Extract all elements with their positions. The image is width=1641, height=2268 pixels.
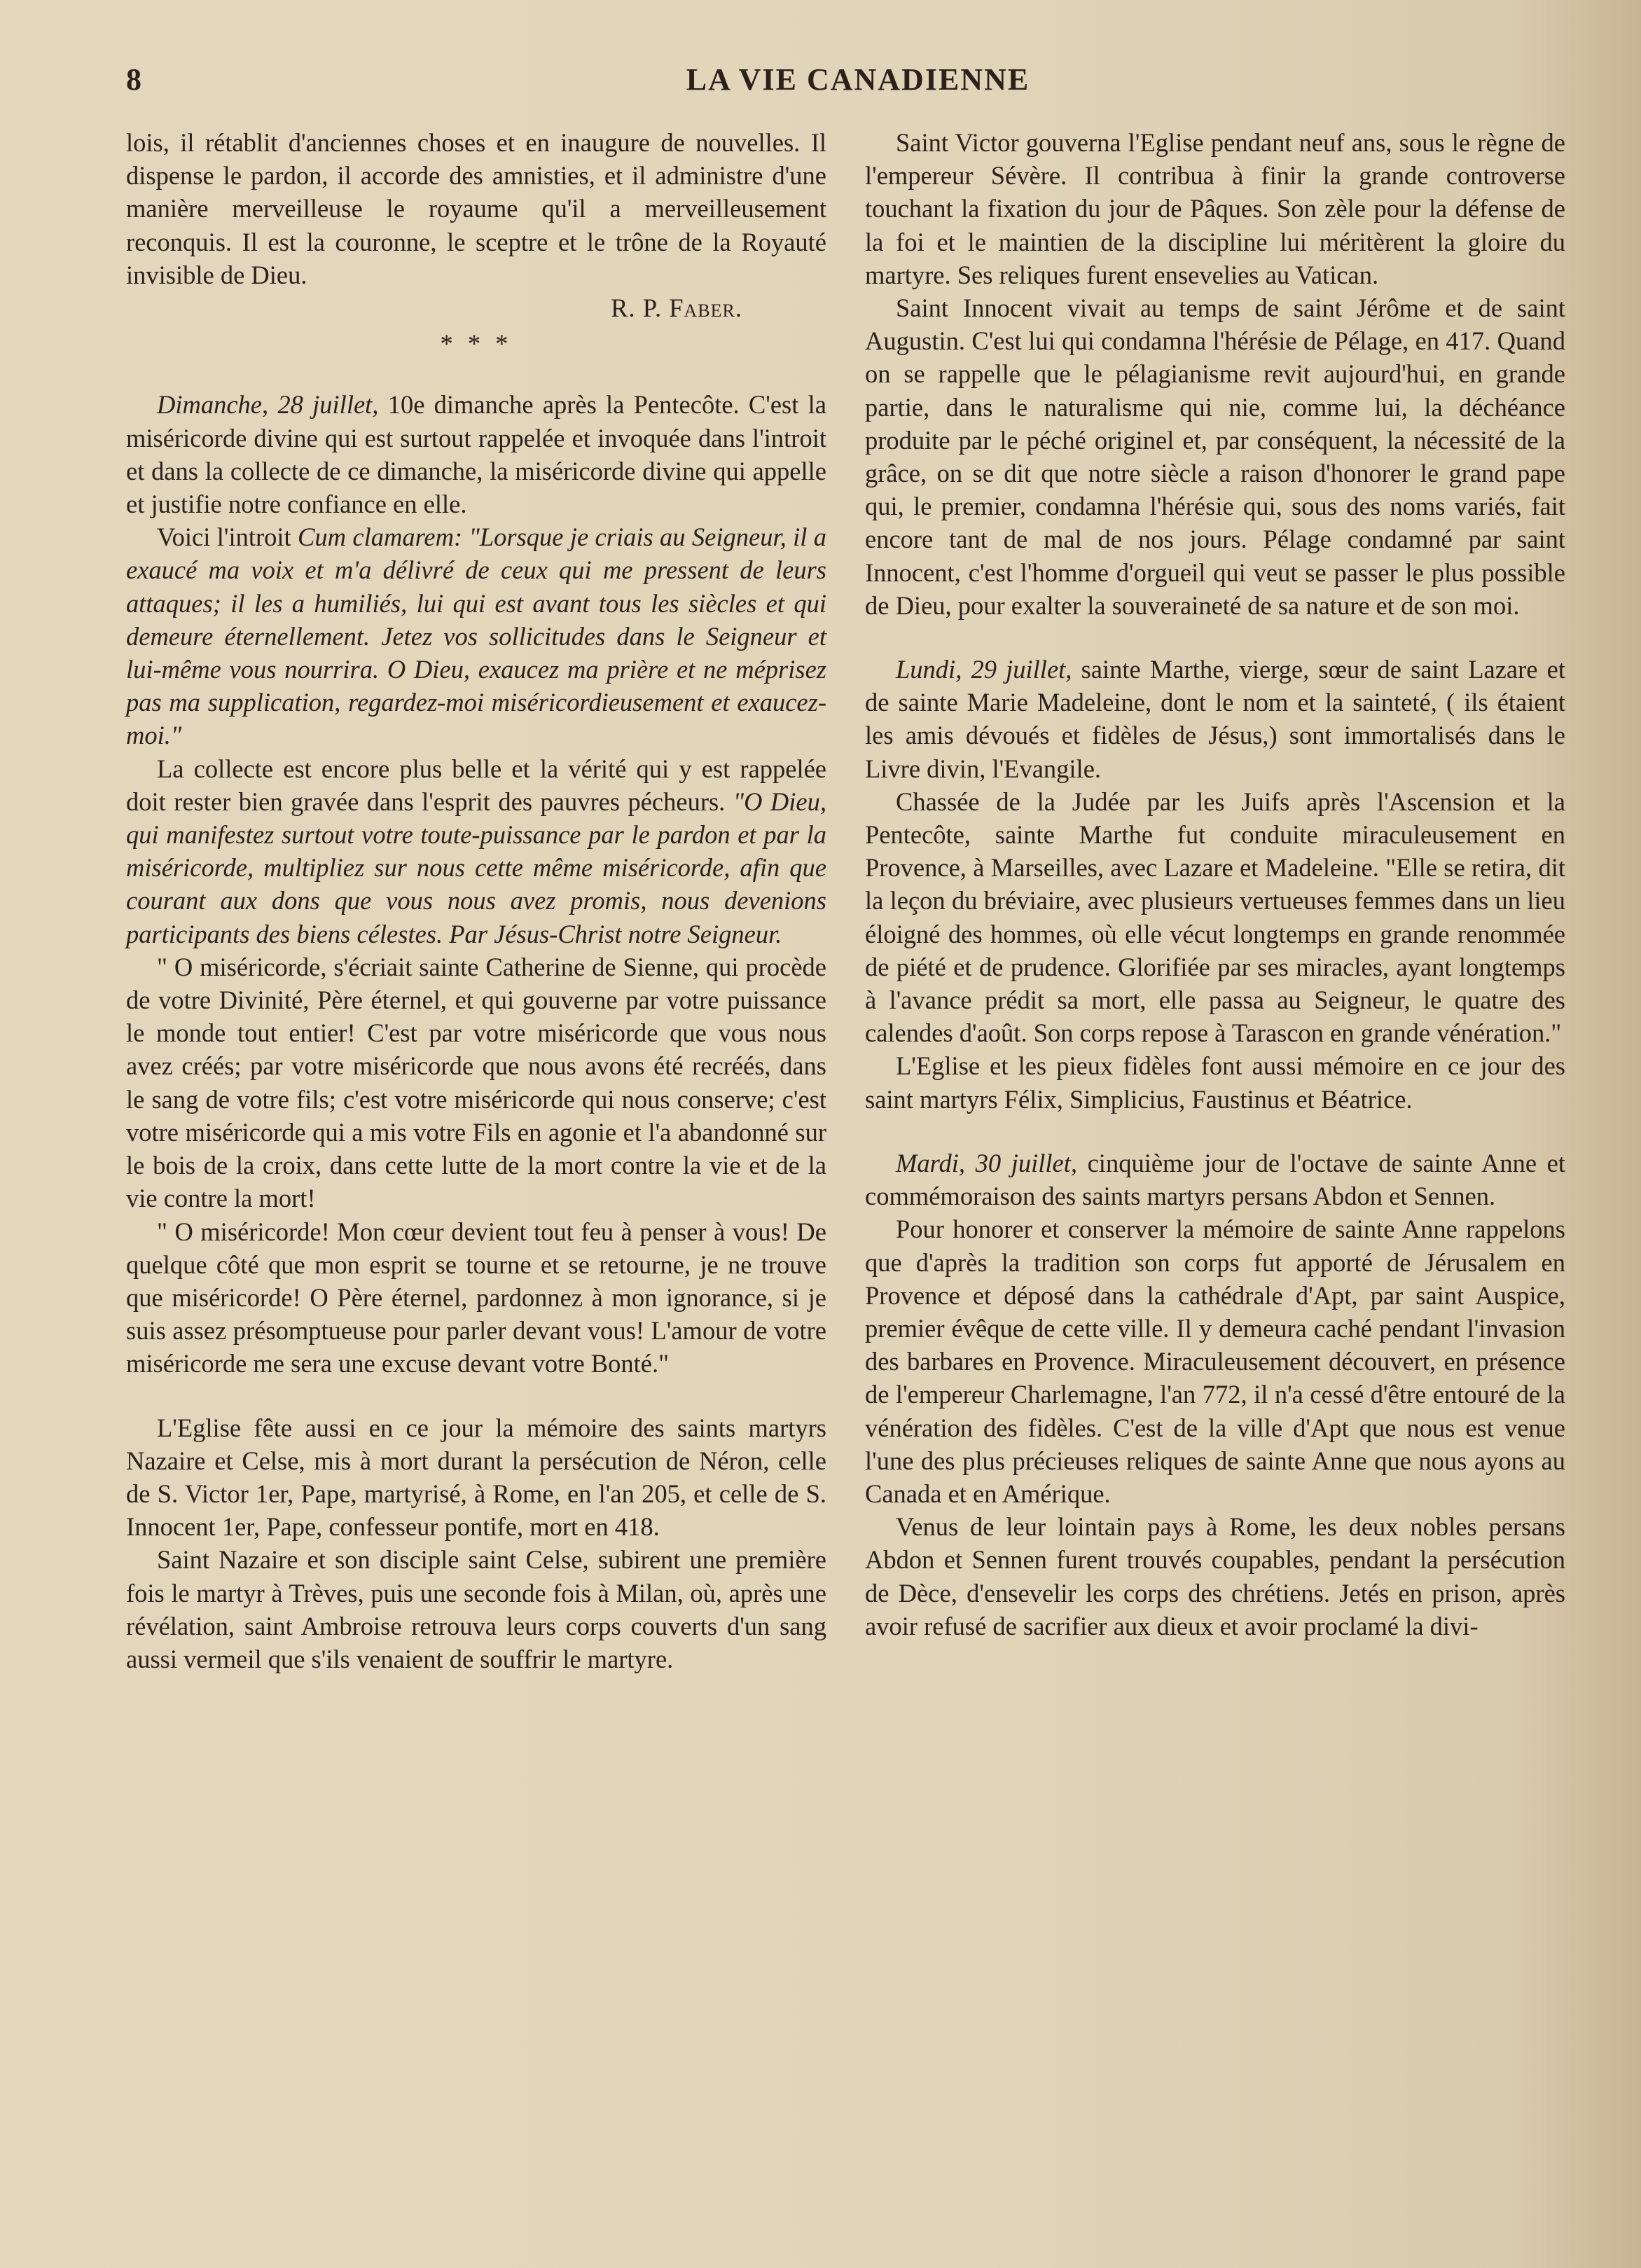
paragraph: La collecte est encore plus belle et la vérité qui y est rappelée doit rester bien gravée dans l'esprit des pauvres pécheurs. "O Dieu, qui manifestez surtout votre toute-puissance par le pardon et par la miséricorde, multipliez sur nous cette même miséricorde, afin que courant aux dons que vous nous avez promis, nous devenions participants des biens célestes. Par Jésus-Christ notre Seigneur.	[126, 754, 827, 948]
paragraph: " O miséricorde! Mon cœur devient tout feu à penser à vous! De quelque côté que mon esprit se tourne et se retourne, je ne trouve que miséricorde! O Père éternel, pardonnez à mon ignorance, si je suis assez présomptueuse pour parler devant vous! L'amour de votre miséricorde me sera une excuse devant votre Bonté."	[126, 1217, 826, 1378]
running-title: LA VIE CANADIENNE	[686, 62, 1030, 97]
paragraph: L'Eglise fête aussi en ce jour la mémoire des saints martyrs Nazaire et Celse, mis à mort durant la persécution de Néron, celle de S. Victor 1er, Pape, martyrisé, à Rome, en l'an 205, et celle de S. Innocent 1er, Pape, confesseur pontife, mort en 418.	[126, 1413, 826, 1542]
paragraph: Pour honorer et conserver la mémoire de sainte Anne rappelons que d'après la tradition son corps fut apporté de Jérusalem en Provence et déposé dans la cathédrale d'Apt, par saint Auspice, premier évêque de cette ville. Il y demeura caché pendant l'invasion des barbares en Provence. Miraculeusement découvert, en présence de l'empereur Charlemagne, l'an 772, il n'a cessé d'être entouré de la vénération des fidèles. C'est de la ville d'Apt que nous est venue l'une des plus précieuses reliques de sainte Anne que nous ayons au Canada et en Amérique.	[865, 1215, 1565, 1508]
paragraph: Saint Nazaire et son disciple saint Celse, subirent une première fois le martyr à Trèves, puis une seconde fois à Milan, où, après une révélation, saint Ambroise retrouva leurs corps couverts d'un sang aussi vermeil que s'ils venaient de souffrir le martyre.	[126, 1545, 826, 1673]
page-header	[126, 62, 1590, 104]
page-number: 8	[126, 62, 141, 97]
date-heading: Dimanche, 28 juillet,	[157, 390, 379, 420]
paragraph: Saint Innocent vivait au temps de saint Jérôme et de saint Augustin. C'est lui qui condamna l'hérésie de Pélage, en 417. Quand on se rappelle que le pélagianisme revit aujourd'hui, en grande partie, dans le naturalisme qui nie, comme lui, la déchéance produite par le péché originel et, par conséquent, la nécessité de la grâce, on se dit que notre siècle a raison d'honorer le grand pape qui, le premier, condamna l'hérésie qui, sous des noms variés, fait encore tant de mal de nos jours. Pélage condamné par saint Innocent, c'est l'homme d'orgueil qui veut se passer le plus possible de Dieu, pour exalter la souveraineté de sa nature et de son moi.	[865, 293, 1565, 620]
paragraph: Dimanche, 28 juillet, 10e dimanche après la Pentecôte. C'est la miséricorde divine qui est surtout rappelée et invoquée dans l'introit et dans la collecte de ce dimanche, la miséricorde divine qui appelle et justifie notre confiance en elle.	[126, 390, 826, 519]
right-column	[865, 126, 1565, 1643]
paragraph: " O miséricorde, s'écriait sainte Catherine de Sienne, qui procède de votre Divinité, Père éternel, et qui gouverne par votre puissance le monde tout entier! C'est par votre miséricorde que vous nous avez créés; par votre miséricorde que nous avons été recréés, dans le sang de votre fils; c'est votre miséricorde qui nous conserve; c'est votre miséricorde qui a mis votre Fils en agonie et l'a abandonné sur le bois de la croix, dans cette lutte de la mort contre la vie et de la vie contre la mort!	[126, 952, 826, 1213]
paragraph: Chassée de la Judée par les Juifs après l'Ascension et la Pentecôte, sainte Marthe fut conduite miraculeusement en Provence, à Marseilles, avec Lazare et Madeleine. "Elle se retira, dit la leçon du bréviaire, avec plusieurs vertueuses femmes dans un lieu éloigné des hommes, où elle vécut longtemps en grande renommée de piété et de prudence. Glorifiée par ses miracles, ayant longtemps à l'avance prédit sa mort, elle passa au Seigneur, le quatre des calendes d'août. Son corps repose à Tarascon en grande vénération."	[865, 787, 1565, 1048]
left-column	[126, 126, 826, 1675]
collect-text: "O Dieu, qui manifestez surtout votre toute-puissance par le pardon et par la miséricorde, multipliez sur nous cette même miséricorde, afin que courant aux dons que vous nous avez promis, nous devenions participants des biens célestes. Par Jésus-Christ notre Seigneur.	[126, 787, 827, 948]
introit-text: Cum clamarem: "Lorsque je criais au Seigneur, il a exaucé ma voix et m'a délivré de ceux qui me pressent de leurs attaques; il les a humiliés, lui qui est avant tous les siècles et qui demeure éternellement. Jetez vos sollicitudes dans le Seigneur et lui-même vous nourrira. O Dieu, exaucez ma prière et ne méprisez pas ma supplication, regardez-moi miséricordieusement et exaucez-moi."	[126, 523, 826, 750]
paragraph: Venus de leur lointain pays à Rome, les deux nobles persans Abdon et Sennen furent trouvés coupables, pendant la persécution de Dèce, d'ensevelir les corps des chrétiens. Jetés en prison, après avoir refusé de sacrifier aux dieux et avoir proclamé la divi-	[865, 1512, 1565, 1640]
paragraph: Lundi, 29 juillet, sainte Marthe, vierge, sœur de saint Lazare et de sainte Marie Madeleine, dont le nom et la sainteté, ( ils étaient les amis dévoués et fidèles de Jésus,) sont immortalisés dans le Livre divin, l'Evangile.	[865, 655, 1565, 783]
section-separator: * * *	[440, 329, 513, 359]
paragraph: lois, il rétablit d'anciennes choses et en inaugure de nouvelles. Il dispense le pardon, il accorde des amnisties, et il administre d'une manière merveilleuse le royaume qu'il a merveilleusement reconquis. Il est la couronne, le sceptre et le trône de la Royauté invisible de Dieu.	[126, 128, 826, 289]
paragraph: Saint Victor gouverna l'Eglise pendant neuf ans, sous le règne de l'empereur Sévère. Il contribua à finir la grande controverse touchant la fixation du jour de Pâques. Son zèle pour la défense de la foi et le maintien de la discipline lui méritèrent la gloire du martyre. Ses reliques furent ensevelies au Vatican.	[865, 128, 1565, 289]
date-heading: Mardi, 30 juillet,	[896, 1148, 1077, 1177]
paragraph: Voici l'introit Cum clamarem: "Lorsque je criais au Seigneur, il a exaucé ma voix et m'a délivré de ceux qui me pressent de leurs attaques; il les a humiliés, lui qui est avant tous les siècles et qui demeure éternellement. Jetez vos sollicitudes dans le Seigneur et lui-même vous nourrira. O Dieu, exaucez ma prière et ne méprisez pas ma supplication, regardez-moi miséricordieusement et exaucez-moi."	[126, 523, 826, 750]
author-signature: R. P. Faber.	[611, 293, 742, 323]
paragraph: Mardi, 30 juillet, cinquième jour de l'octave de sainte Anne et commémoraison des saints martyrs persans Abdon et Sennen.	[865, 1148, 1565, 1211]
date-heading: Lundi, 29 juillet,	[896, 655, 1072, 684]
paragraph: L'Eglise et les pieux fidèles font aussi mémoire en ce jour des saint martyrs Félix, Simplicius, Faustinus et Béatrice.	[865, 1051, 1565, 1114]
